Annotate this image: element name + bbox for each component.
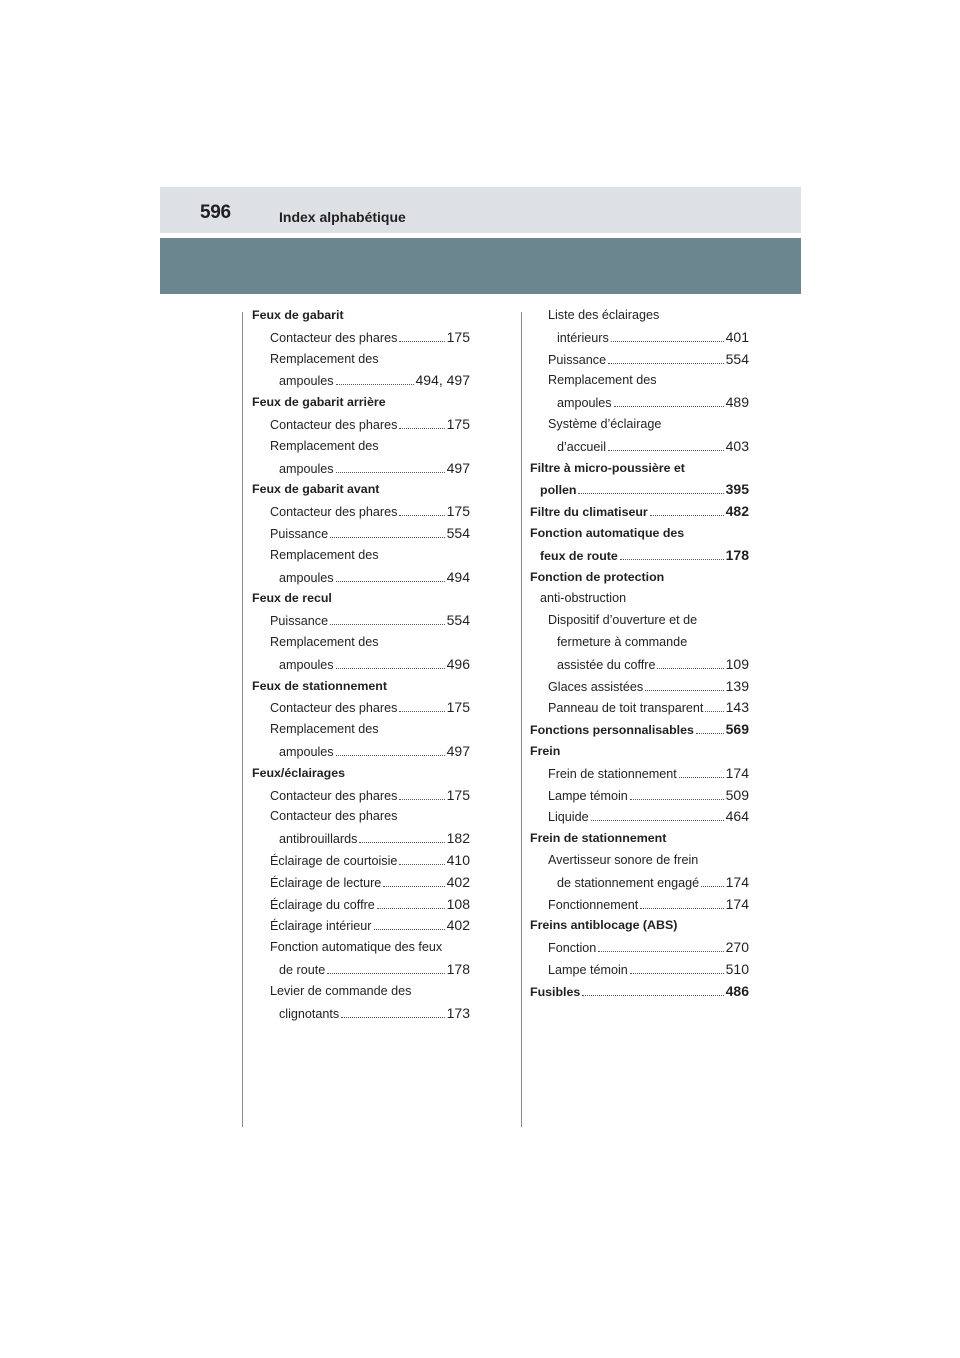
index-entry-text: Fusibles	[530, 984, 581, 999]
dot-leader	[336, 581, 445, 582]
index-entry	[530, 479, 749, 501]
index-entry-text: ampoules	[279, 657, 334, 672]
index-entry-text: ampoules	[557, 396, 612, 411]
index-column-right	[530, 305, 749, 1003]
dot-leader	[359, 842, 444, 843]
dot-leader	[591, 820, 724, 821]
page-reference: 569	[725, 721, 749, 738]
index-entry-text: ampoules	[279, 570, 334, 585]
index-entry-text: Filtre du climatiseur	[530, 505, 648, 520]
index-entry-text: Contacteur des phares	[270, 701, 398, 716]
index-entry	[252, 523, 470, 545]
index-entry	[252, 501, 470, 523]
page-reference: 175	[446, 415, 470, 432]
page-reference: 175	[446, 503, 470, 520]
index-heading: Frein de stationnement	[530, 831, 667, 846]
page-reference: 173	[446, 1004, 470, 1021]
index-entry	[252, 828, 470, 850]
index-entry-text: Puissance	[270, 614, 329, 629]
page-reference: 497	[446, 459, 470, 476]
index-entry-text: de route	[279, 962, 326, 977]
dot-leader	[640, 908, 723, 909]
dot-leader	[399, 799, 444, 800]
blue-band	[160, 238, 801, 294]
index-entry-text: Puissance	[548, 352, 607, 367]
index-entry	[252, 654, 470, 676]
index-heading: Fonction automatique des	[530, 525, 685, 540]
page-reference: 401	[725, 328, 749, 345]
index-entry-text: Glaces assistées	[548, 679, 644, 694]
dot-leader	[630, 799, 724, 800]
index-entry	[530, 501, 749, 523]
page-reference: 554	[446, 524, 470, 541]
index-entry-text: ampoules	[279, 374, 334, 389]
index-entry	[530, 545, 749, 567]
index-entry	[530, 937, 749, 959]
index-entry-text: Contacteur des phares	[270, 788, 398, 803]
page-reference: 496	[446, 655, 470, 672]
index-entry-text: pollen	[540, 483, 577, 498]
index-heading: Feux de gabarit	[252, 308, 344, 322]
index-entry-text: Contacteur des phares	[270, 330, 398, 345]
index-entry	[252, 872, 470, 894]
index-entry	[252, 915, 470, 937]
page-reference: 402	[446, 917, 470, 934]
dot-leader	[336, 472, 445, 473]
page-number: 596	[200, 202, 231, 223]
index-heading: Feux de gabarit arrière	[252, 395, 386, 410]
index-entry-text: Lampe témoin	[548, 962, 628, 977]
dot-leader	[399, 515, 444, 516]
middle-column-rule	[521, 312, 522, 1127]
index-entry-text: Lampe témoin	[548, 788, 628, 803]
index-subheading: Système d’éclairage	[548, 416, 662, 431]
section-title: Index alphabétique	[279, 209, 406, 225]
index-entry	[252, 567, 470, 589]
index-entry-text: Fonction	[548, 941, 597, 956]
index-entry	[530, 981, 749, 1003]
dot-leader	[620, 559, 724, 560]
page-reference: 410	[446, 851, 470, 868]
dot-leader	[701, 886, 723, 887]
index-subheading: Remplacement des	[548, 373, 657, 388]
page-reference: 182	[446, 830, 470, 847]
index-heading: Filtre à micro-poussière et	[530, 460, 685, 475]
index-subheading: Remplacement des	[270, 634, 379, 649]
index-entry	[252, 1003, 470, 1025]
index-entry	[530, 697, 749, 719]
dot-leader	[399, 341, 444, 342]
index-entry-text: Liquide	[548, 810, 589, 825]
index-entry-text: Fonctions personnalisables	[530, 723, 694, 738]
dot-leader	[598, 951, 723, 952]
index-entry	[252, 370, 470, 392]
index-heading: Fonction de protection	[530, 569, 665, 584]
index-entry	[530, 392, 749, 414]
index-entry-text: intérieurs	[557, 330, 609, 345]
index-subheading: Fonction automatique des feux	[270, 940, 443, 955]
page-reference: 109	[725, 655, 749, 672]
index-entry-text: Contacteur des phares	[270, 417, 398, 432]
index-heading: Feux/éclairages	[252, 765, 345, 780]
index-entry	[252, 610, 470, 632]
page-reference: 494	[446, 568, 470, 585]
index-subheading: Liste des éclairages	[548, 308, 660, 322]
index-subheading: Dispositif d’ouverture et de	[548, 613, 698, 628]
dot-leader	[330, 624, 445, 625]
index-subheading: Remplacement des	[270, 438, 379, 453]
page-reference: 510	[725, 960, 749, 977]
page-reference: 509	[725, 786, 749, 803]
page-reference: 497	[446, 742, 470, 759]
page-reference: 554	[725, 350, 749, 367]
index-entry-text: Éclairage intérieur	[270, 919, 372, 934]
index-entry	[252, 697, 470, 719]
index-subheading: Remplacement des	[270, 547, 379, 562]
index-entry-text: d’accueil	[557, 439, 607, 454]
index-heading: Frein	[530, 743, 561, 758]
page-reference: 403	[725, 437, 749, 454]
page-reference: 178	[725, 546, 749, 563]
index-entry	[530, 719, 749, 741]
page-reference: 395	[725, 481, 749, 498]
page-reference: 482	[725, 503, 749, 520]
dot-leader	[696, 733, 724, 734]
page-reference: 554	[446, 612, 470, 629]
index-entry	[252, 458, 470, 480]
dot-leader	[630, 973, 724, 974]
index-subheading: Avertisseur sonore de frein	[548, 852, 699, 867]
index-entry	[530, 654, 749, 676]
index-heading: Feux de stationnement	[252, 678, 387, 693]
dot-leader	[608, 363, 724, 364]
index-entry-text: de stationnement engagé	[557, 875, 700, 890]
dot-leader	[650, 515, 724, 516]
index-entry-text: Panneau de toit transparent	[548, 701, 704, 716]
index-entry-text: feux de route	[540, 548, 618, 563]
page-reference: 489	[725, 394, 749, 411]
dot-leader	[327, 973, 444, 974]
dot-leader	[374, 929, 445, 930]
index-entry-text: ampoules	[279, 744, 334, 759]
dot-leader	[614, 406, 724, 407]
dot-leader	[377, 908, 445, 909]
dot-leader	[578, 493, 723, 494]
dot-leader	[608, 450, 724, 451]
page-reference: 486	[725, 982, 749, 999]
dot-leader	[341, 1017, 444, 1018]
index-entry-text: Frein de stationnement	[548, 766, 677, 781]
index-entry	[252, 414, 470, 436]
index-entry	[252, 785, 470, 807]
page-reference: 494, 497	[415, 372, 470, 389]
index-entry	[530, 327, 749, 349]
page-reference: 178	[446, 960, 470, 977]
dot-leader	[336, 668, 445, 669]
index-entry-text: Éclairage de lecture	[270, 875, 382, 890]
index-entry	[530, 785, 749, 807]
page-reference: 402	[446, 873, 470, 890]
index-entry-text: assistée du coffre	[557, 657, 656, 672]
page-reference: 174	[725, 873, 749, 890]
index-entry	[252, 327, 470, 349]
dot-leader	[705, 711, 723, 712]
index-subheading: Contacteur des phares	[270, 809, 398, 824]
index-heading: Freins antiblocage (ABS)	[530, 918, 678, 933]
dot-leader	[399, 711, 444, 712]
index-entry	[530, 894, 749, 916]
index-entry	[530, 872, 749, 894]
dot-leader	[336, 384, 414, 385]
dot-leader	[383, 886, 444, 887]
page-reference: 174	[725, 895, 749, 912]
dot-leader	[645, 690, 723, 691]
index-subheading: Remplacement des	[270, 722, 379, 737]
page-reference: 175	[446, 786, 470, 803]
index-entry	[530, 806, 749, 828]
page-reference: 174	[725, 764, 749, 781]
page-reference: 143	[725, 699, 749, 716]
index-entry	[252, 850, 470, 872]
index-entry	[530, 676, 749, 698]
index-entry-text: Éclairage de courtoisie	[270, 853, 398, 868]
index-subheading: fermeture à commande	[557, 634, 688, 649]
index-entry-text: Puissance	[270, 526, 329, 541]
index-entry	[252, 959, 470, 981]
page-reference: 139	[725, 677, 749, 694]
index-entry	[530, 349, 749, 371]
dot-leader	[330, 537, 445, 538]
dot-leader	[582, 995, 723, 996]
index-entry	[530, 763, 749, 785]
page-reference: 175	[446, 699, 470, 716]
dot-leader	[399, 864, 444, 865]
index-entry	[530, 959, 749, 981]
page-reference: 175	[446, 328, 470, 345]
page-reference: 270	[725, 939, 749, 956]
page-reference: 464	[725, 808, 749, 825]
index-entry-text: Contacteur des phares	[270, 505, 398, 520]
dot-leader	[336, 755, 445, 756]
index-entry-text: Éclairage du coffre	[270, 897, 375, 912]
dot-leader	[657, 668, 723, 669]
index-entry-text: antibrouillards	[279, 832, 358, 847]
index-subheading: anti-obstruction	[540, 591, 627, 606]
dot-leader	[679, 777, 724, 778]
dot-leader	[399, 428, 444, 429]
index-entry	[530, 436, 749, 458]
header-band	[160, 187, 801, 233]
page-reference: 108	[446, 895, 470, 912]
index-subheading: Remplacement des	[270, 351, 379, 366]
index-entry-text: clignotants	[279, 1006, 340, 1021]
dot-leader	[611, 341, 724, 342]
index-heading: Feux de gabarit avant	[252, 482, 380, 497]
index-entry	[252, 894, 470, 916]
left-column-rule	[242, 312, 243, 1127]
index-entry-text: Fonctionnement	[548, 897, 639, 912]
index-subheading: Levier de commande des	[270, 983, 412, 998]
index-heading: Feux de recul	[252, 591, 332, 606]
index-column-left	[252, 305, 470, 1024]
index-entry	[252, 741, 470, 763]
index-entry-text: ampoules	[279, 461, 334, 476]
